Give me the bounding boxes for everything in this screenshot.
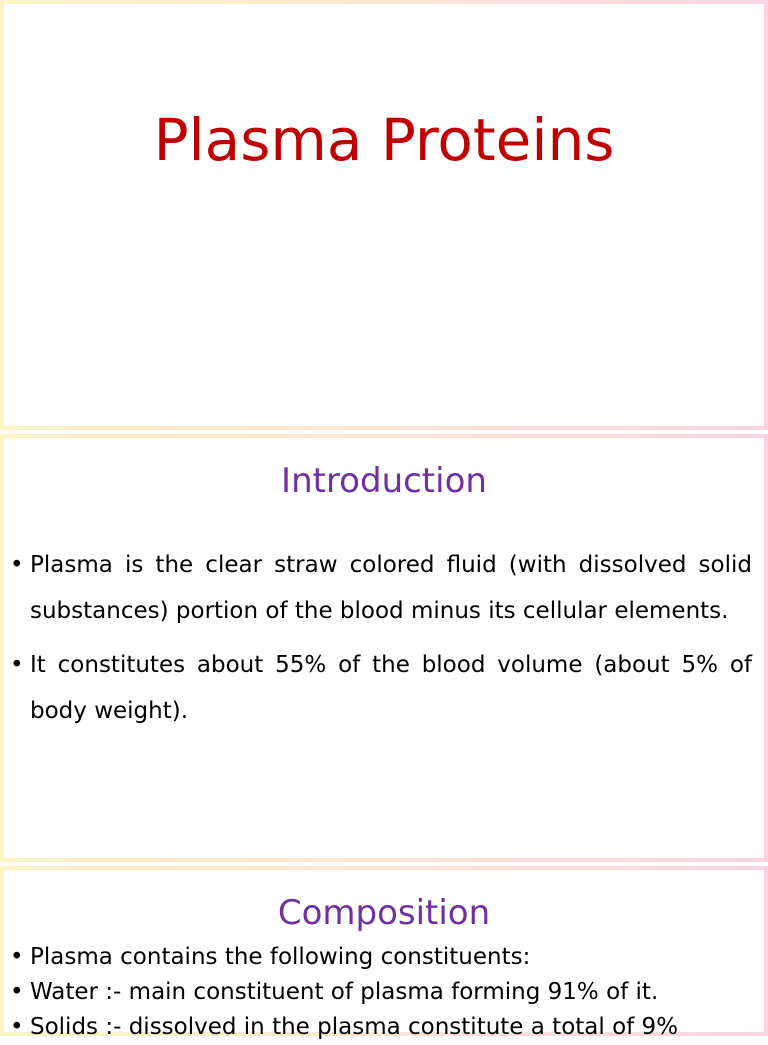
slide-title — [0, 0, 768, 430]
bullet-icon: • — [10, 552, 24, 578]
bullet-text: It constitutes about 55% of the blood volume (about 5% of body weight). — [30, 652, 752, 724]
introduction-bullet-list — [10, 542, 752, 742]
bullet-icon: • — [10, 652, 24, 678]
introduction-heading: Introduction — [281, 461, 487, 501]
bullet-icon: • — [10, 979, 24, 1005]
bullet-item — [10, 1010, 752, 1045]
bullet-item — [10, 940, 752, 975]
slide-introduction — [0, 434, 768, 862]
bullet-item — [10, 542, 752, 634]
bullet-icon: • — [10, 944, 24, 970]
slide-composition — [0, 866, 768, 1040]
composition-heading: Composition — [277, 893, 491, 933]
composition-bullet-list — [10, 940, 752, 1045]
bullet-text: Plasma is the clear straw colored fluid (with dissolved solid substances) portion of the blood minus its cellular elements. — [30, 552, 752, 624]
bullet-text: Water :- main constituent of plasma forming 91% of it. — [30, 979, 659, 1005]
bullet-item — [10, 975, 752, 1010]
bullet-item — [10, 642, 752, 734]
bullet-icon: • — [10, 1014, 24, 1040]
slide-title-text: Plasma Proteins — [153, 106, 615, 174]
bullet-text: Solids :- dissolved in the plasma constitute a total of 9% — [30, 1014, 679, 1040]
bullet-text: Plasma contains the following constituents: — [30, 944, 531, 970]
